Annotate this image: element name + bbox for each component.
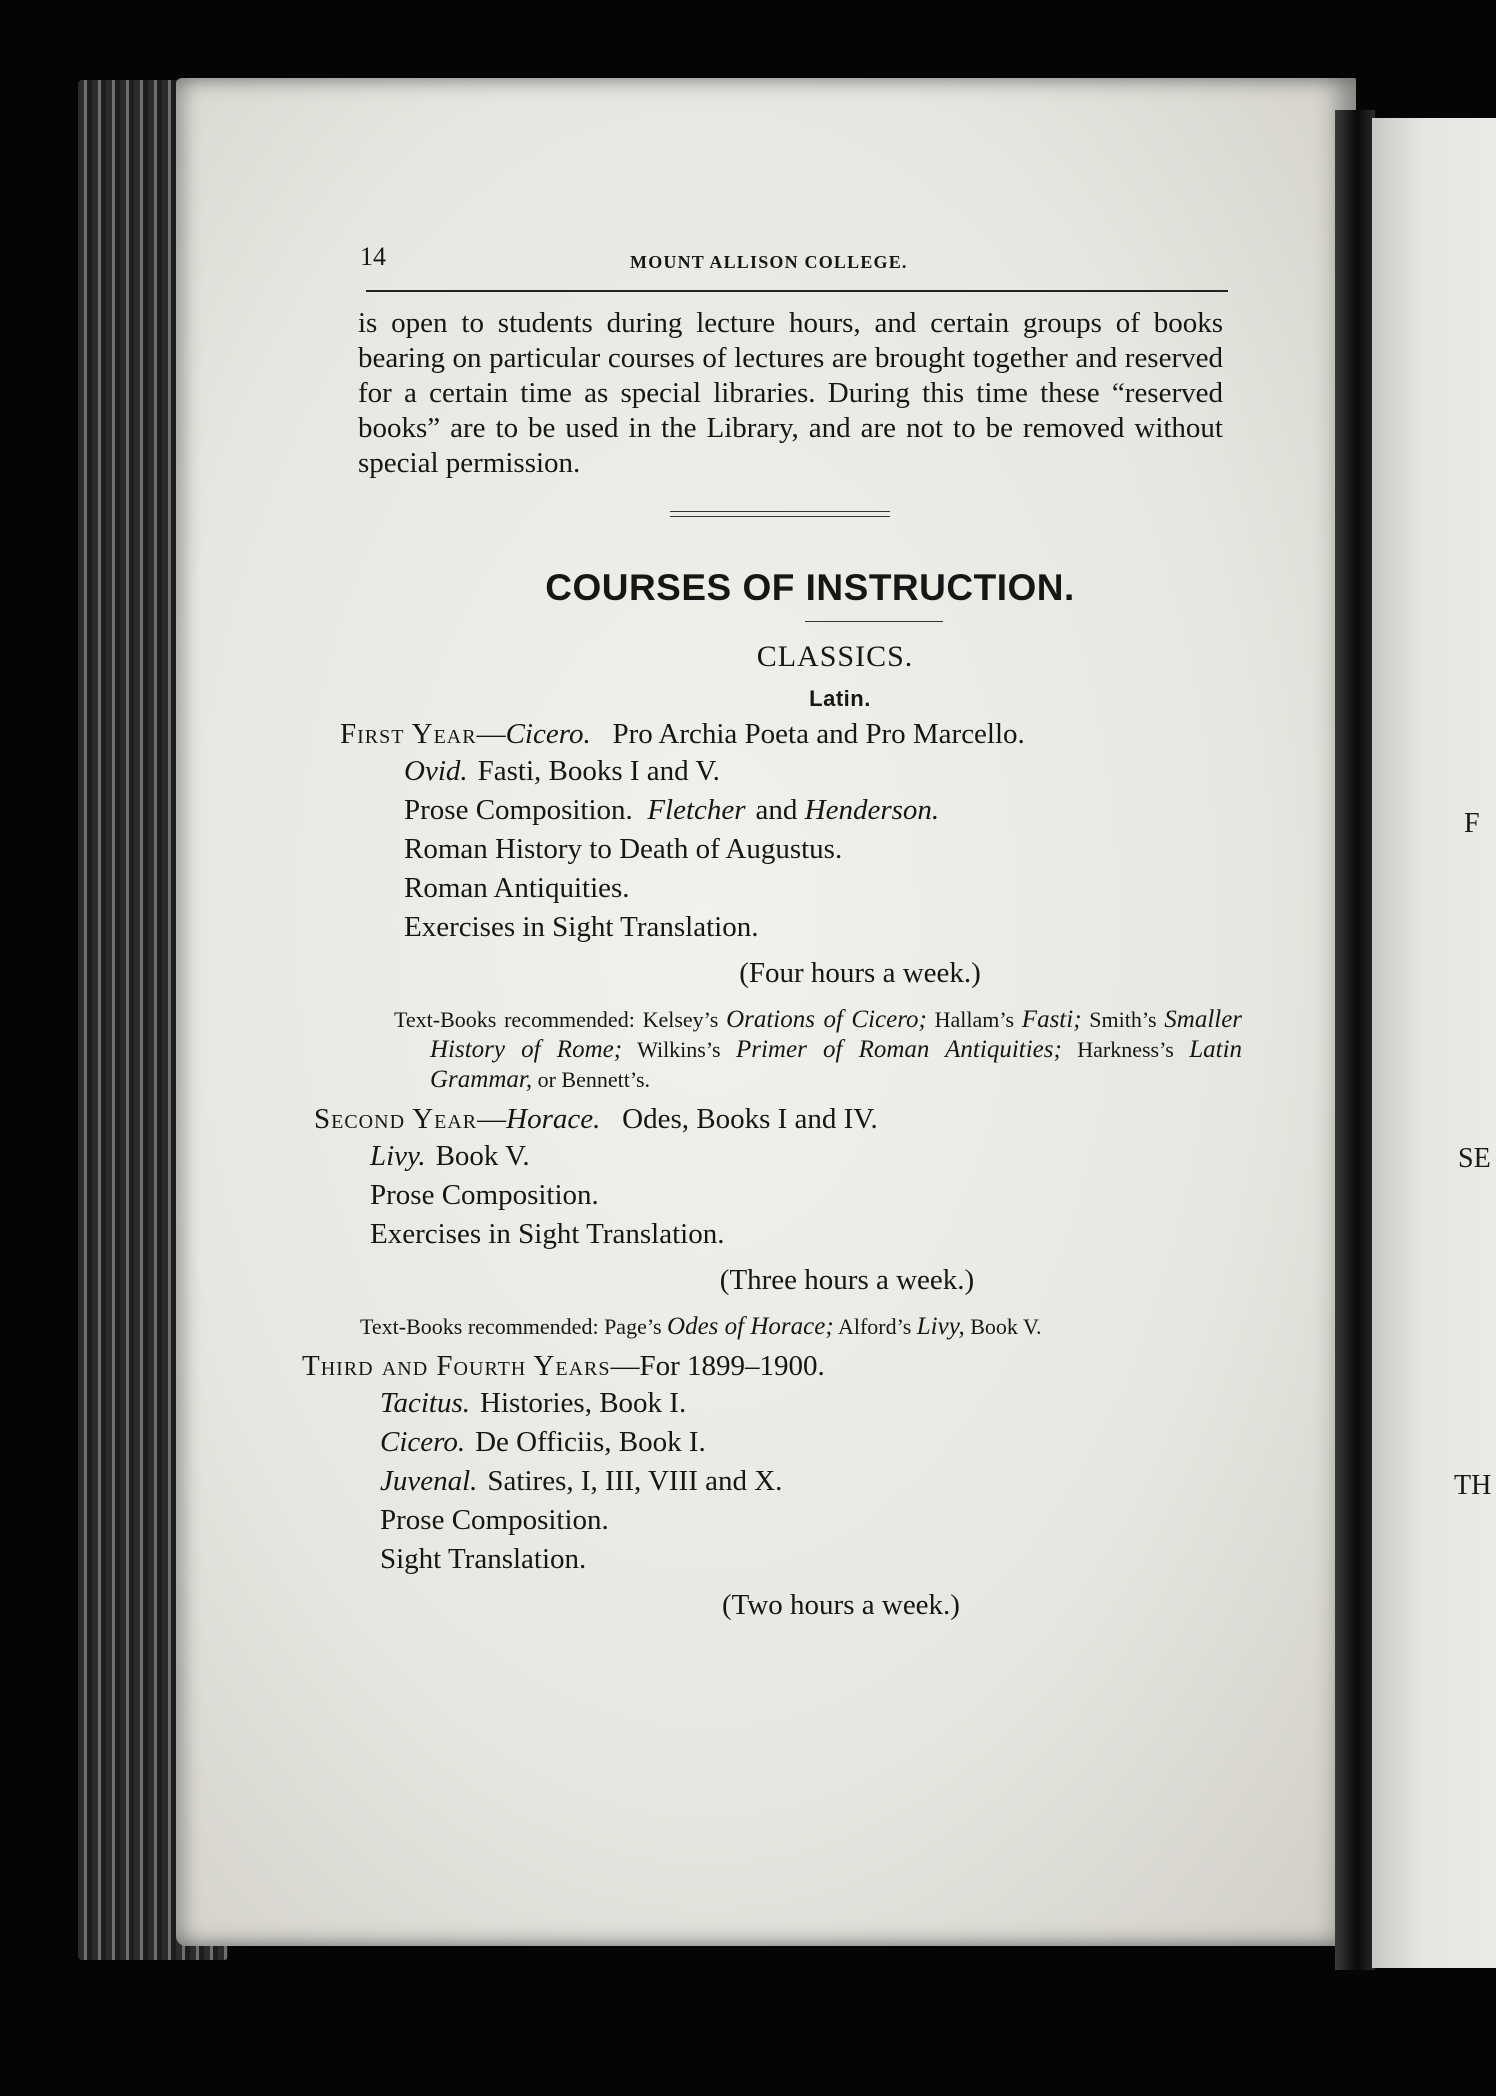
third-fourth-years-block	[302, 1348, 1230, 1627]
running-head-title: MOUNT ALLISON COLLEGE.	[630, 252, 908, 272]
course-item: Tacitus. Histories, Book I.	[380, 1387, 687, 1419]
textbooks-note: Text-Books recommended: Kelsey’s Orations of Cicero; Hallam’s Fasti; Smith’s Smaller History of Rome; Wilkins’s Primer of Roman Antiquities; Harkness’s Latin Grammar, or Bennett’s.	[394, 1006, 1243, 1093]
running-head	[350, 238, 1230, 290]
course-item: Roman History to Death of Augustus.	[404, 833, 843, 865]
page-content	[302, 238, 1243, 1637]
course-item: Prose Composition. Fletcher and Henderson.	[404, 794, 940, 826]
page-number: 14	[360, 242, 386, 271]
year-suffix: For 1899–1900.	[639, 1350, 825, 1382]
year-work: Odes, Books I and IV.	[622, 1103, 878, 1135]
course-item: Livy. Book V.	[370, 1140, 530, 1172]
second-year-block	[314, 1101, 1230, 1342]
title-rule	[805, 621, 943, 622]
hours-note: (Two hours a week.)	[722, 1589, 960, 1621]
head-rule	[366, 290, 1228, 292]
intro-paragraph: is open to students during lecture hours, and certain groups of books bearing on particular courses of lectures are brought together and reserved for a certain time as special libraries. During this time these “reserved books” are to be used in the Library, and are not to be removed without special permission.	[358, 307, 1223, 479]
first-year-block	[340, 716, 1243, 1095]
subject-heading: CLASSICS.	[756, 640, 914, 673]
course-item: Ovid. Fasti, Books I and V.	[404, 755, 720, 787]
year-label: Second Year	[314, 1103, 478, 1135]
facing-page	[1372, 118, 1496, 1968]
year-heading: First Year—Cicero. Pro Archia Poeta and Pro Marcello.	[340, 718, 1025, 750]
textbooks-note: Text-Books recommended: Page’s Odes of Horace; Alford’s Livy, Book V.	[360, 1313, 1042, 1340]
course-item: Exercises in Sight Translation.	[370, 1218, 725, 1250]
facing-page-fragment: SE	[1458, 1143, 1491, 1174]
year-author: Horace.	[506, 1103, 601, 1135]
year-author: Cicero.	[505, 718, 591, 750]
facing-page-fragment: F	[1464, 808, 1480, 839]
course-item: Prose Composition.	[380, 1504, 609, 1536]
course-item: Prose Composition.	[370, 1179, 599, 1211]
language-heading: Latin.	[809, 686, 871, 711]
course-item: Roman Antiquities.	[404, 872, 630, 904]
year-label: Third and Fourth Years	[302, 1350, 611, 1382]
hours-note: (Three hours a week.)	[719, 1264, 975, 1296]
year-work: Pro Archia Poeta and Pro Marcello.	[612, 718, 1025, 750]
hours-note: (Four hours a week.)	[739, 957, 981, 989]
course-item: Juvenal. Satires, I, III, VIII and X.	[380, 1465, 783, 1497]
year-heading: Third and Fourth Years—For 1899–1900.	[302, 1350, 825, 1382]
course-item: Cicero. De Officiis, Book I.	[380, 1426, 706, 1458]
ornamental-rule	[670, 511, 890, 517]
facing-page-fragment: TH	[1454, 1470, 1492, 1501]
book-gutter	[1335, 110, 1375, 1970]
year-label: First Year	[340, 718, 477, 750]
course-item: Sight Translation.	[380, 1543, 587, 1575]
course-item: Exercises in Sight Translation.	[404, 911, 759, 943]
section-title: COURSES OF INSTRUCTION.	[545, 567, 1075, 608]
year-heading: Second Year—Horace. Odes, Books I and IV.	[314, 1103, 878, 1135]
